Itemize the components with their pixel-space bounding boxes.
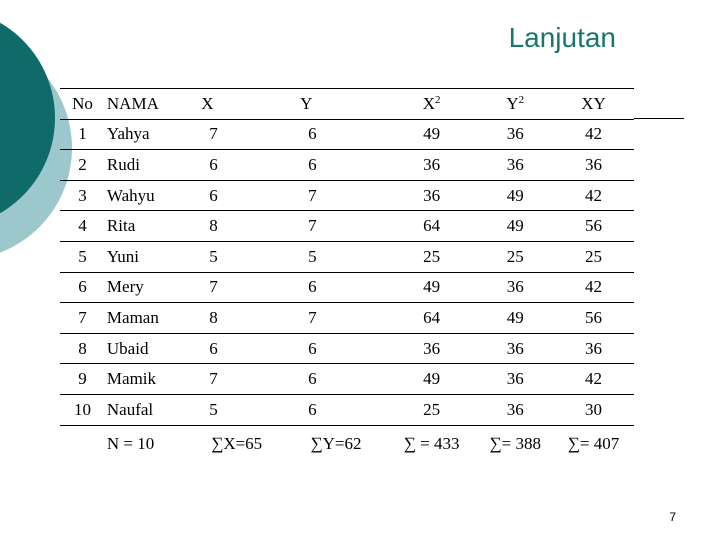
header-x: X xyxy=(187,89,286,120)
cell-nama: Yuni xyxy=(105,241,187,272)
cell-no: 9 xyxy=(60,364,105,395)
header-no: No xyxy=(60,89,105,120)
cell-nama: Rudi xyxy=(105,150,187,181)
table-row xyxy=(60,119,634,150)
cell-xy: 56 xyxy=(553,303,634,334)
cell-y: 6 xyxy=(286,272,386,303)
table-row xyxy=(60,272,634,303)
table-row xyxy=(60,364,634,395)
cell-nama: Ubaid xyxy=(105,333,187,364)
cell-xy: 42 xyxy=(553,364,634,395)
header-y2 xyxy=(477,89,553,120)
cell-y2: 49 xyxy=(477,180,553,211)
cell-y: 5 xyxy=(286,241,386,272)
cell-no: 1 xyxy=(60,119,105,150)
cell-xy: 42 xyxy=(553,180,634,211)
table-row xyxy=(60,394,634,425)
header-y: Y xyxy=(286,89,386,120)
cell-x: 7 xyxy=(187,272,286,303)
cell-x2: 49 xyxy=(386,272,478,303)
cell-y2: 36 xyxy=(477,272,553,303)
cell-xy: 56 xyxy=(553,211,634,242)
cell-y2: 36 xyxy=(477,150,553,181)
table-row xyxy=(60,150,634,181)
header-y2-base: Y xyxy=(506,93,519,113)
cell-x2: 64 xyxy=(386,303,478,334)
cell-y: 6 xyxy=(286,150,386,181)
table-row xyxy=(60,211,634,242)
summary-xy: ∑= 407 xyxy=(567,433,620,453)
cell-y2: 36 xyxy=(477,119,553,150)
cell-y2: 25 xyxy=(477,241,553,272)
cell-y: 6 xyxy=(286,119,386,150)
header-y2-exponent: 2 xyxy=(518,93,525,106)
cell-nama: Yahya xyxy=(105,119,187,150)
cell-y: 6 xyxy=(286,364,386,395)
header-xy: XY xyxy=(553,89,634,120)
cell-xy: 42 xyxy=(553,119,634,150)
cell-nama: Mamik xyxy=(105,364,187,395)
cell-no: 8 xyxy=(60,333,105,364)
header-rule-extension xyxy=(634,118,684,119)
cell-x2: 25 xyxy=(386,394,478,425)
cell-nama: Maman xyxy=(105,303,187,334)
page-number: 7 xyxy=(669,510,676,524)
cell-no: 10 xyxy=(60,394,105,425)
cell-y: 7 xyxy=(286,303,386,334)
cell-x: 6 xyxy=(187,150,286,181)
cell-x2: 36 xyxy=(386,150,478,181)
cell-y: 6 xyxy=(286,394,386,425)
table-header-row xyxy=(60,89,634,120)
cell-x2: 64 xyxy=(386,211,478,242)
cell-x2: 36 xyxy=(386,180,478,211)
cell-x: 6 xyxy=(187,180,286,211)
header-nama: NAMA xyxy=(105,89,187,120)
table-row xyxy=(60,180,634,211)
summary-blank-cell xyxy=(60,425,105,462)
cell-nama: Mery xyxy=(105,272,187,303)
page-title: Lanjutan xyxy=(508,22,616,53)
cell-nama: Rita xyxy=(105,211,187,242)
summary-row xyxy=(60,425,634,462)
cell-y2: 36 xyxy=(477,394,553,425)
cell-y2: 36 xyxy=(477,364,553,395)
cell-y: 6 xyxy=(286,333,386,364)
cell-y2: 49 xyxy=(477,211,553,242)
cell-no: 4 xyxy=(60,211,105,242)
cell-y2: 49 xyxy=(477,303,553,334)
cell-no: 6 xyxy=(60,272,105,303)
cell-no: 5 xyxy=(60,241,105,272)
cell-xy: 36 xyxy=(553,150,634,181)
table-row xyxy=(60,241,634,272)
header-x2 xyxy=(386,89,478,120)
cell-y2: 36 xyxy=(477,333,553,364)
cell-xy: 30 xyxy=(553,394,634,425)
summary-n: N = 10 xyxy=(106,433,155,453)
cell-x: 7 xyxy=(187,364,286,395)
cell-x: 5 xyxy=(187,394,286,425)
cell-xy: 42 xyxy=(553,272,634,303)
cell-no: 3 xyxy=(60,180,105,211)
summary-x2: ∑ = 433 xyxy=(403,433,460,453)
cell-no: 2 xyxy=(60,150,105,181)
cell-x: 6 xyxy=(187,333,286,364)
cell-x2: 49 xyxy=(386,364,478,395)
cell-no: 7 xyxy=(60,303,105,334)
cell-x2: 49 xyxy=(386,119,478,150)
header-x2-exponent: 2 xyxy=(435,93,441,106)
cell-xy: 36 xyxy=(553,333,634,364)
cell-nama: Wahyu xyxy=(105,180,187,211)
cell-x: 8 xyxy=(187,303,286,334)
table-row xyxy=(60,333,634,364)
summary-x: ∑X=65 xyxy=(211,433,263,453)
data-table xyxy=(60,88,634,462)
cell-x2: 25 xyxy=(386,241,478,272)
cell-y: 7 xyxy=(286,211,386,242)
cell-xy: 25 xyxy=(553,241,634,272)
cell-nama: Naufal xyxy=(105,394,187,425)
header-x2-base: X xyxy=(422,93,436,113)
cell-y: 7 xyxy=(286,180,386,211)
cell-x: 5 xyxy=(187,241,286,272)
cell-x: 8 xyxy=(187,211,286,242)
cell-x: 7 xyxy=(187,119,286,150)
table-row xyxy=(60,303,634,334)
summary-y2: ∑= 388 xyxy=(489,433,541,453)
summary-y: ∑Y=62 xyxy=(310,433,362,453)
cell-x2: 36 xyxy=(386,333,478,364)
